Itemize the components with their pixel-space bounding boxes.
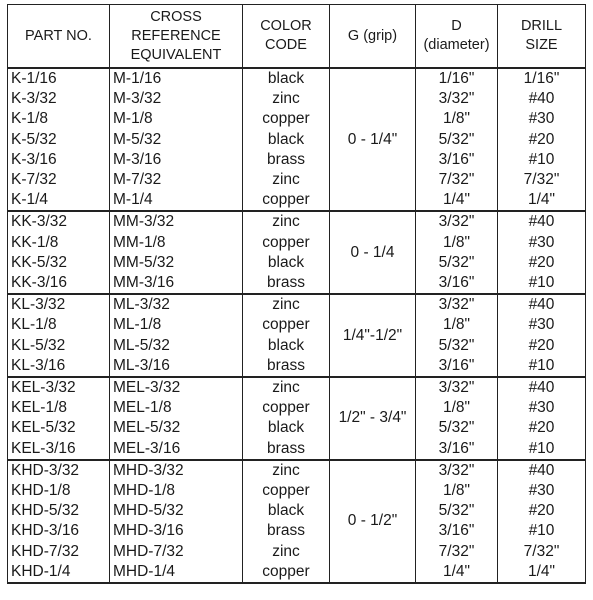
drill-size-cell: #20 xyxy=(498,418,586,438)
cross-reference-cell: M-7/32 xyxy=(110,170,243,190)
cross-reference-cell: MM-3/32 xyxy=(110,211,243,232)
part-number-cell: KK-3/32 xyxy=(8,211,110,232)
part-number-cell: K-1/16 xyxy=(8,68,110,89)
diameter-cell: 3/16" xyxy=(416,273,498,294)
table-row xyxy=(8,460,586,481)
table-row xyxy=(8,501,586,521)
table-row xyxy=(8,439,586,460)
cross-reference-cell: MHD-3/32 xyxy=(110,460,243,481)
cross-reference-cell: MHD-1/4 xyxy=(110,562,243,583)
part-number-cell: KK-1/8 xyxy=(8,233,110,253)
color-code-cell: zinc xyxy=(243,170,330,190)
part-number-cell: KEL-3/32 xyxy=(8,377,110,398)
grip-range-cell: 1/4"-1/2" xyxy=(330,294,416,377)
drill-size-cell: #20 xyxy=(498,130,586,150)
table-row xyxy=(8,562,586,583)
part-number-cell: K-5/32 xyxy=(8,130,110,150)
part-number-cell: K-1/8 xyxy=(8,109,110,129)
cross-reference-cell: ML-5/32 xyxy=(110,336,243,356)
drill-size-cell: #30 xyxy=(498,109,586,129)
drill-size-cell: #40 xyxy=(498,460,586,481)
table-row xyxy=(8,521,586,541)
cross-reference-cell: MM-5/32 xyxy=(110,253,243,273)
drill-size-cell: #10 xyxy=(498,273,586,294)
diameter-cell: 1/16" xyxy=(416,68,498,89)
drill-size-cell: #40 xyxy=(498,211,586,232)
drill-size-cell: #10 xyxy=(498,439,586,460)
table-row xyxy=(8,253,586,273)
table-row xyxy=(8,211,586,232)
part-number-cell: KHD-1/4 xyxy=(8,562,110,583)
part-number-cell: KEL-1/8 xyxy=(8,398,110,418)
drill-size-cell: 1/16" xyxy=(498,68,586,89)
part-number-cell: KHD-7/32 xyxy=(8,542,110,562)
color-code-cell: brass xyxy=(243,150,330,170)
cross-reference-cell: M-1/4 xyxy=(110,190,243,211)
color-code-cell: zinc xyxy=(243,294,330,315)
drill-size-cell: #10 xyxy=(498,521,586,541)
diameter-cell: 1/4" xyxy=(416,190,498,211)
diameter-cell: 3/16" xyxy=(416,356,498,377)
grip-range-cell: 0 - 1/4" xyxy=(330,68,416,211)
diameter-cell: 5/32" xyxy=(416,253,498,273)
drill-size-cell: #40 xyxy=(498,294,586,315)
cross-reference-cell: MEL-1/8 xyxy=(110,398,243,418)
drill-size-cell: 7/32" xyxy=(498,542,586,562)
table-row xyxy=(8,68,586,89)
header-grip: G (grip) xyxy=(330,5,416,69)
drill-size-cell: #30 xyxy=(498,398,586,418)
diameter-cell: 1/8" xyxy=(416,398,498,418)
color-code-cell: brass xyxy=(243,273,330,294)
drill-size-cell: #30 xyxy=(498,481,586,501)
part-number-cell: KL-1/8 xyxy=(8,315,110,335)
part-number-cell: KL-3/16 xyxy=(8,356,110,377)
diameter-cell: 3/32" xyxy=(416,377,498,398)
drill-size-cell: #20 xyxy=(498,501,586,521)
diameter-cell: 5/32" xyxy=(416,501,498,521)
table-row xyxy=(8,109,586,129)
color-code-cell: black xyxy=(243,501,330,521)
part-number-cell: K-3/32 xyxy=(8,89,110,109)
drill-size-cell: #10 xyxy=(498,150,586,170)
drill-size-cell: 1/4" xyxy=(498,190,586,211)
drill-size-cell: #30 xyxy=(498,315,586,335)
grip-range-cell: 0 - 1/2" xyxy=(330,460,416,583)
header-drill-line-1: DRILL xyxy=(520,18,563,34)
drill-size-cell: #20 xyxy=(498,336,586,356)
header-part-no: PART NO. xyxy=(8,5,110,69)
diameter-cell: 3/32" xyxy=(416,294,498,315)
diameter-cell: 3/32" xyxy=(416,460,498,481)
header-cross-line-2: REFERENCE xyxy=(131,27,221,44)
diameter-cell: 3/16" xyxy=(416,521,498,541)
drill-size-cell: 7/32" xyxy=(498,170,586,190)
part-number-cell: KHD-3/32 xyxy=(8,460,110,481)
table-row xyxy=(8,170,586,190)
cross-reference-cell: M-1/16 xyxy=(110,68,243,89)
table-row xyxy=(8,418,586,438)
cross-reference-cell: ML-3/16 xyxy=(110,356,243,377)
diameter-cell: 3/16" xyxy=(416,439,498,460)
part-number-cell: KL-3/32 xyxy=(8,294,110,315)
cross-reference-cell: MEL-3/16 xyxy=(110,439,243,460)
color-code-cell: zinc xyxy=(243,89,330,109)
table-row xyxy=(8,190,586,211)
color-code-cell: copper xyxy=(243,315,330,335)
part-number-cell: KHD-1/8 xyxy=(8,481,110,501)
color-code-cell: black xyxy=(243,130,330,150)
table-row xyxy=(8,315,586,335)
header-drill-size xyxy=(498,5,586,69)
color-code-cell: black xyxy=(243,336,330,356)
cross-reference-cell: MHD-7/32 xyxy=(110,542,243,562)
drill-size-cell: #30 xyxy=(498,233,586,253)
color-code-cell: brass xyxy=(243,439,330,460)
drill-size-cell: 1/4" xyxy=(498,562,586,583)
part-number-cell: K-1/4 xyxy=(8,190,110,211)
diameter-cell: 5/32" xyxy=(416,130,498,150)
cross-reference-cell: MHD-1/8 xyxy=(110,481,243,501)
cross-reference-cell: MM-3/16 xyxy=(110,273,243,294)
color-code-cell: copper xyxy=(243,562,330,583)
header-diameter-line-1: D xyxy=(451,18,462,34)
part-number-cell: K-7/32 xyxy=(8,170,110,190)
table-row xyxy=(8,377,586,398)
table-row xyxy=(8,336,586,356)
color-code-cell: copper xyxy=(243,190,330,211)
part-number-cell: KHD-5/32 xyxy=(8,501,110,521)
grip-range-cell: 0 - 1/4 xyxy=(330,211,416,294)
header-cross-line-1: CROSS xyxy=(150,8,202,25)
drill-size-cell: #40 xyxy=(498,377,586,398)
diameter-cell: 1/8" xyxy=(416,233,498,253)
color-code-cell: brass xyxy=(243,521,330,541)
table-row xyxy=(8,89,586,109)
cross-reference-cell: MHD-3/16 xyxy=(110,521,243,541)
cross-reference-cell: MEL-5/32 xyxy=(110,418,243,438)
table-row xyxy=(8,150,586,170)
part-number-cell: K-3/16 xyxy=(8,150,110,170)
diameter-cell: 7/32" xyxy=(416,542,498,562)
part-number-cell: KEL-5/32 xyxy=(8,418,110,438)
header-row xyxy=(8,5,586,69)
color-code-cell: copper xyxy=(243,398,330,418)
drill-size-cell: #20 xyxy=(498,253,586,273)
part-number-cell: KHD-3/16 xyxy=(8,521,110,541)
drill-size-cell: #40 xyxy=(498,89,586,109)
diameter-cell: 7/32" xyxy=(416,170,498,190)
table-row xyxy=(8,294,586,315)
header-color-line-1: COLOR xyxy=(260,18,312,34)
diameter-cell: 1/8" xyxy=(416,109,498,129)
color-code-cell: copper xyxy=(243,233,330,253)
cross-reference-cell: MM-1/8 xyxy=(110,233,243,253)
table-row xyxy=(8,273,586,294)
header-color-line-2: CODE xyxy=(265,37,307,53)
color-code-cell: zinc xyxy=(243,211,330,232)
header-drill-line-2: SIZE xyxy=(525,37,558,53)
part-number-cell: KK-3/16 xyxy=(8,273,110,294)
cross-reference-cell: MHD-5/32 xyxy=(110,501,243,521)
part-number-cell: KEL-3/16 xyxy=(8,439,110,460)
color-code-cell: black xyxy=(243,68,330,89)
diameter-cell: 3/32" xyxy=(416,211,498,232)
color-code-cell: copper xyxy=(243,109,330,129)
table-row xyxy=(8,398,586,418)
table-row xyxy=(8,130,586,150)
diameter-cell: 1/4" xyxy=(416,562,498,583)
color-code-cell: black xyxy=(243,253,330,273)
cross-reference-cell: ML-1/8 xyxy=(110,315,243,335)
table-body xyxy=(8,68,586,583)
cross-reference-cell: M-1/8 xyxy=(110,109,243,129)
diameter-cell: 1/8" xyxy=(416,481,498,501)
cross-reference-cell: M-3/16 xyxy=(110,150,243,170)
cross-reference-cell: ML-3/32 xyxy=(110,294,243,315)
part-number-cell: KK-5/32 xyxy=(8,253,110,273)
cross-reference-cell: MEL-3/32 xyxy=(110,377,243,398)
header-cross-reference xyxy=(110,5,243,69)
table-row xyxy=(8,481,586,501)
diameter-cell: 1/8" xyxy=(416,315,498,335)
table-row xyxy=(8,233,586,253)
rivet-spec-table xyxy=(7,4,586,584)
color-code-cell: zinc xyxy=(243,460,330,481)
drill-size-cell: #10 xyxy=(498,356,586,377)
table-row xyxy=(8,542,586,562)
cross-reference-cell: M-3/32 xyxy=(110,89,243,109)
color-code-cell: zinc xyxy=(243,542,330,562)
header-diameter-line-2: (diameter) xyxy=(423,37,490,53)
grip-range-cell: 1/2" - 3/4" xyxy=(330,377,416,460)
color-code-cell: copper xyxy=(243,481,330,501)
color-code-cell: brass xyxy=(243,356,330,377)
diameter-cell: 3/16" xyxy=(416,150,498,170)
header-diameter xyxy=(416,5,498,69)
table-row xyxy=(8,356,586,377)
diameter-cell: 3/32" xyxy=(416,89,498,109)
header-cross-line-3: EQUIVALENT xyxy=(130,46,222,63)
header-color-code xyxy=(243,5,330,69)
color-code-cell: black xyxy=(243,418,330,438)
diameter-cell: 5/32" xyxy=(416,336,498,356)
cross-reference-cell: M-5/32 xyxy=(110,130,243,150)
diameter-cell: 5/32" xyxy=(416,418,498,438)
color-code-cell: zinc xyxy=(243,377,330,398)
part-number-cell: KL-5/32 xyxy=(8,336,110,356)
